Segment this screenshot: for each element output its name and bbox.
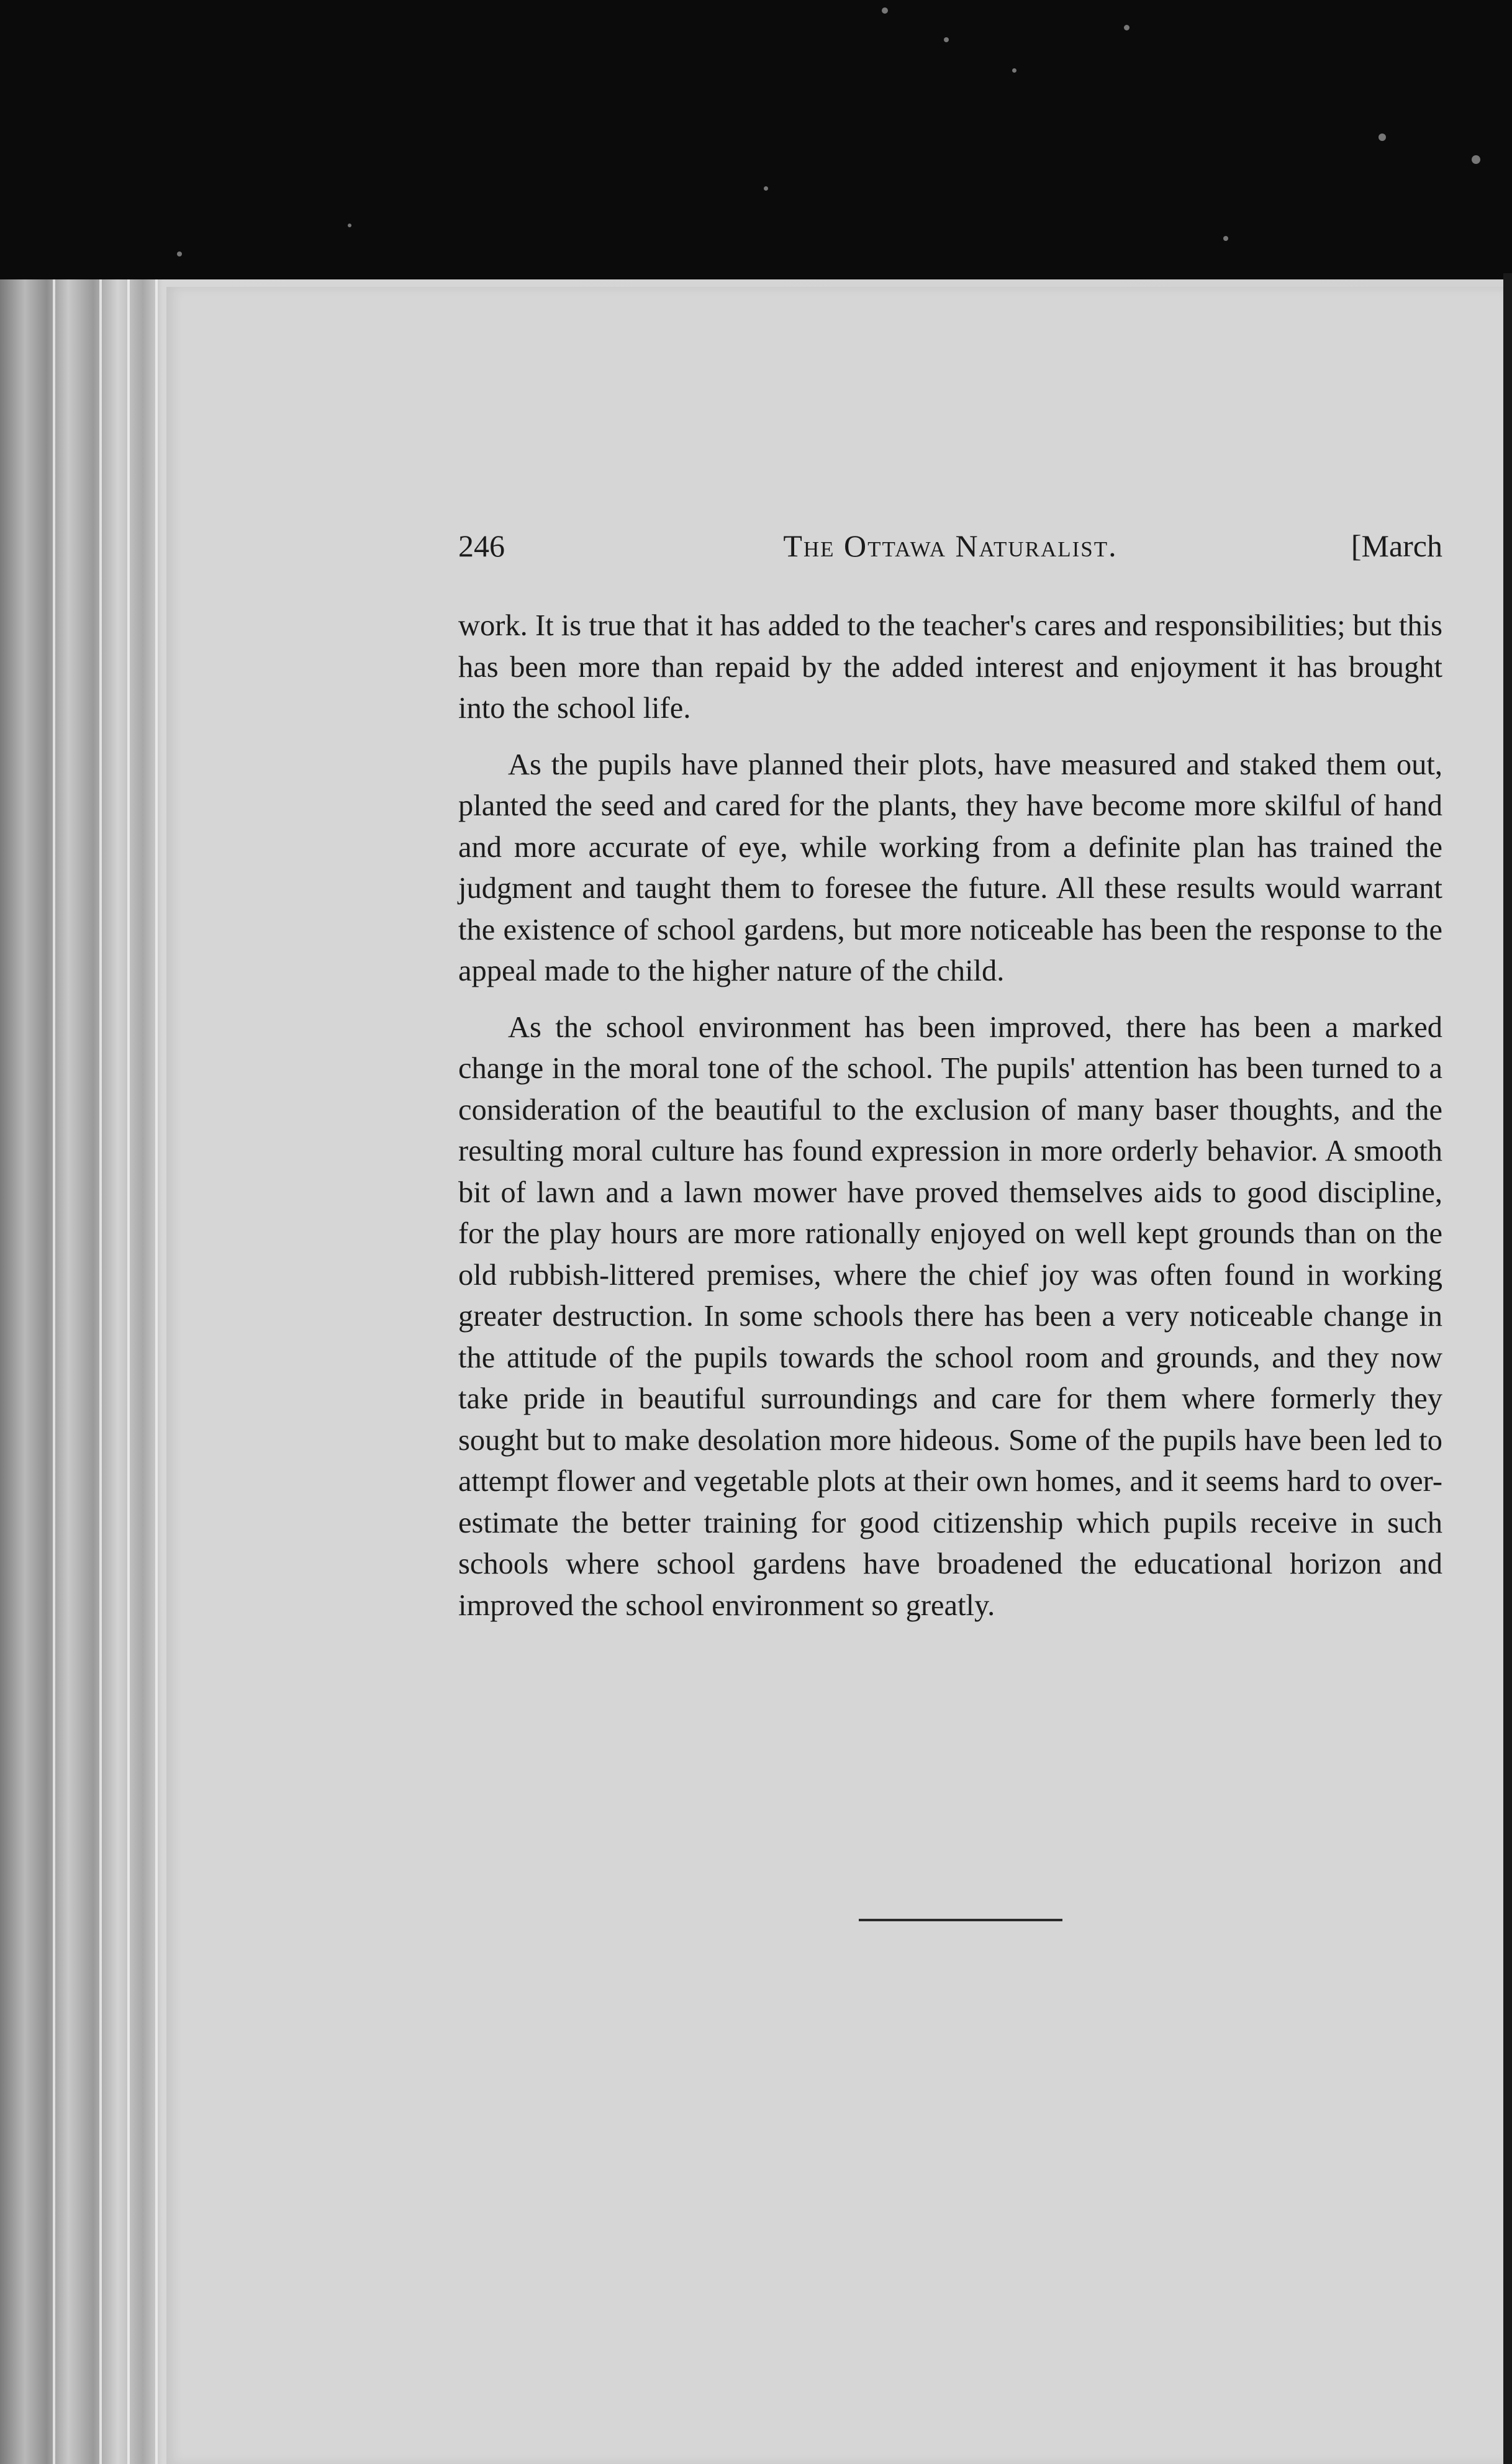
dust-speck — [348, 224, 351, 227]
paragraph: work. It is true that it has added to the teacher's cares and responsibilities; but this has been more than repaid by the added interest and enjoyment it has brought into the school life. — [458, 609, 1442, 725]
journal-title: The Ottawa Naturalist. — [783, 528, 1118, 563]
dust-speck — [944, 37, 949, 42]
article-body — [458, 605, 1442, 1626]
page-number: 246 — [458, 528, 505, 563]
dust-speck — [1012, 68, 1016, 73]
dust-speck — [177, 251, 182, 256]
dust-speck — [882, 7, 888, 14]
section-end-rule — [859, 1919, 1062, 1921]
page-edge-line — [155, 279, 158, 2464]
issue-month: [March — [1351, 528, 1442, 563]
dust-speck — [1124, 25, 1129, 30]
dust-speck — [1472, 155, 1480, 164]
dust-speck — [764, 186, 768, 191]
paragraph: As the pupils have planned their plots, have measured and staked them out, planted the seed and cared for the plants, they have become more skilful of hand and more accurate of eye, while working from a definite plan has trained the judgment and taught them to foresee the future. All these results would warrant the existence of school gardens, but more noticeable has been the response to the appeal made to the higher nature of the child. — [458, 748, 1442, 987]
running-head — [458, 528, 1442, 578]
page-edge-line — [53, 279, 55, 2464]
dust-speck — [1378, 134, 1386, 141]
right-shadow-edge — [1503, 273, 1512, 2464]
dust-speck — [1223, 236, 1228, 241]
page-edge-line — [99, 279, 102, 2464]
paragraph: As the school environment has been improved, there has been a marked change in the moral tone of the school. The pupils' attention has been turned to a consideration of the beautiful to the exclusion of many baser thoughts, and the resulting moral culture has found expression in more orderly behavior. A smooth bit of lawn and a lawn mower have proved themselves aids to good discipline, for the play hours are more rationally enjoyed on well kept grounds than on the old rubbish-littered premises, where the chief joy was often found in working greater destruction. In some schools there has been a very noticeable change in the attitude of the pupils towards the school room and grounds, and they now take pride in beautiful surroundings and care for them where formerly they sought but to make desolation more hideous. Some of the pupils have been led to attempt flower and vegetable plots at their own homes, and it seems hard to over-estimate the better training for good citizenship which pupils receive in such schools where school gardens have broadened the educational horizon and improved the school environment so greatly. — [458, 1010, 1442, 1622]
page-edge-line — [127, 279, 130, 2464]
